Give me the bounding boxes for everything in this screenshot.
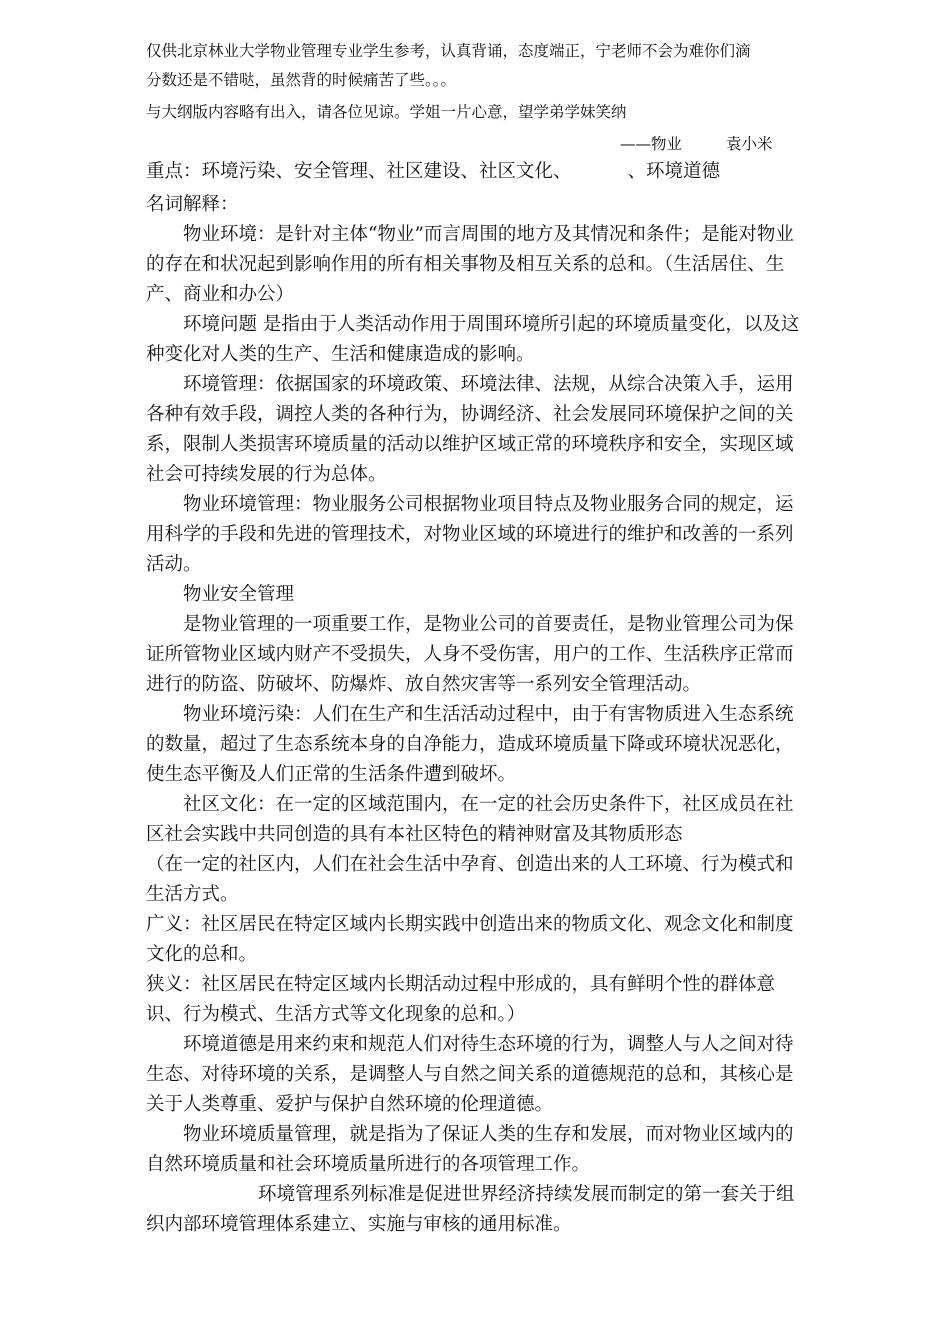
- key-points-items-b: 、环境道德: [627, 161, 721, 182]
- signature-name: 袁小米: [726, 135, 773, 153]
- definition-environmental-problem: 环境问题 是指由于人类活动作用于周围环境所引起的环境质量变化，以及这种变化对人类的生产、生活和健康造成的影响。: [146, 314, 800, 365]
- definition-property-environment: 物业环境：是针对主体“物业”而言周围的地方及其情况和条件；是能对物业的存在和状况起到影响作用的所有相关事物及相互关系的总和。（生活居住、生产、商业和办公）: [146, 224, 794, 305]
- definition-list: [146, 220, 810, 1240]
- definition-environmental-ethics: 环境道德是用来约束和规范人们对待生态环境的行为，调整人与人之间对待生态、对待环境的关系，是调整人与自然之间关系的道德规范的总和，其核心是关于人类尊重、爱护与保护自然环境的伦理道德。: [146, 1034, 794, 1115]
- community-culture-narrow: 狭义：社区居民在特定区域内长期活动过程中形成的，具有鲜明个性的群体意识、行为模式、生活方式等文化现象的总和。）: [146, 974, 776, 1025]
- definition-community-culture: 社区文化：在一定的区域范围内，在一定的社会历史条件下，社区成员在社区社会实践中共同创造的具有本社区特色的精神财富及其物质形态: [146, 794, 794, 845]
- community-culture-note: （在一定的社区内，人们在社会生活中孕育、创造出来的人工环境、行为模式和生活方式。: [146, 854, 794, 905]
- term-property-safety-management: 物业安全管理: [183, 584, 295, 605]
- definition-property-safety-management: 是物业管理的一项重要工作，是物业公司的首要责任，是物业管理公司为保证所管物业区域内财产不受损失，人身不受伤害，用户的工作、生活秩序正常而进行的防盗、防破坏、防爆炸、放自然灾害等一系列安全管理活动。: [146, 614, 794, 695]
- author-signature: [620, 132, 773, 154]
- intro-note-line-1: 仅供北京林业大学物业管理专业学生参考，认真背诵，态度端正，宁老师不会为难你们滴: [146, 42, 751, 60]
- signature-dash: ——物业: [620, 135, 683, 153]
- definition-property-environment-management: 物业环境管理：物业服务公司根据物业项目特点及物业服务合同的规定，运用科学的手段和先进的管理技术，对物业区域的环境进行的维护和改善的一系列活动。: [146, 494, 794, 575]
- key-points-label: 重点：: [146, 161, 202, 182]
- definition-environmental-management: 环境管理：依据国家的环境政策、环境法律、法规，从综合决策入手，运用各种有效手段，调控人类的各种行为，协调经济、社会发展同环境保护之间的关系，限制人类损害环境质量的活动以维护区域正常的环境秩序和安全，实现区域社会可持续发展的行为总体。: [146, 374, 794, 485]
- definition-environmental-management-standards: 环境管理系列标准是促进世界经济持续发展而制定的第一套关于组织内部环境管理体系建立、实施与审核的通用标准。: [146, 1184, 795, 1235]
- community-culture-broad: 广义：社区居民在特定区域内长期实践中创造出来的物质文化、观念文化和制度文化的总和。: [146, 914, 794, 965]
- key-points-items-a: 环境污染、安全管理、社区建设、社区文化、: [201, 161, 572, 182]
- terms-heading: 名词解释：: [146, 194, 239, 215]
- intro-note-line-3: 与大纲版内容略有出入，请各位见谅。学姐一片心意，望学弟学妹笑纳: [146, 103, 627, 121]
- key-points-line: [146, 158, 720, 186]
- definition-environment-quality-management: 物业环境质量管理，就是指为了保证人类的生存和发展，而对物业区域内的自然环境质量和社会环境质量所进行的各项管理工作。: [146, 1124, 794, 1175]
- intro-note-line-2: 分数还是不错哒，虽然背的时候痛苦了些。。。: [146, 71, 457, 89]
- definition-property-environment-pollution: 物业环境污染：人们在生产和生活活动过程中，由于有害物质进入生态系统的数量，超过了生态系统本身的自净能力，造成环境质量下降或环境状况恶化，使生态平衡及人们正常的生活条件遭到破坏。: [146, 704, 794, 785]
